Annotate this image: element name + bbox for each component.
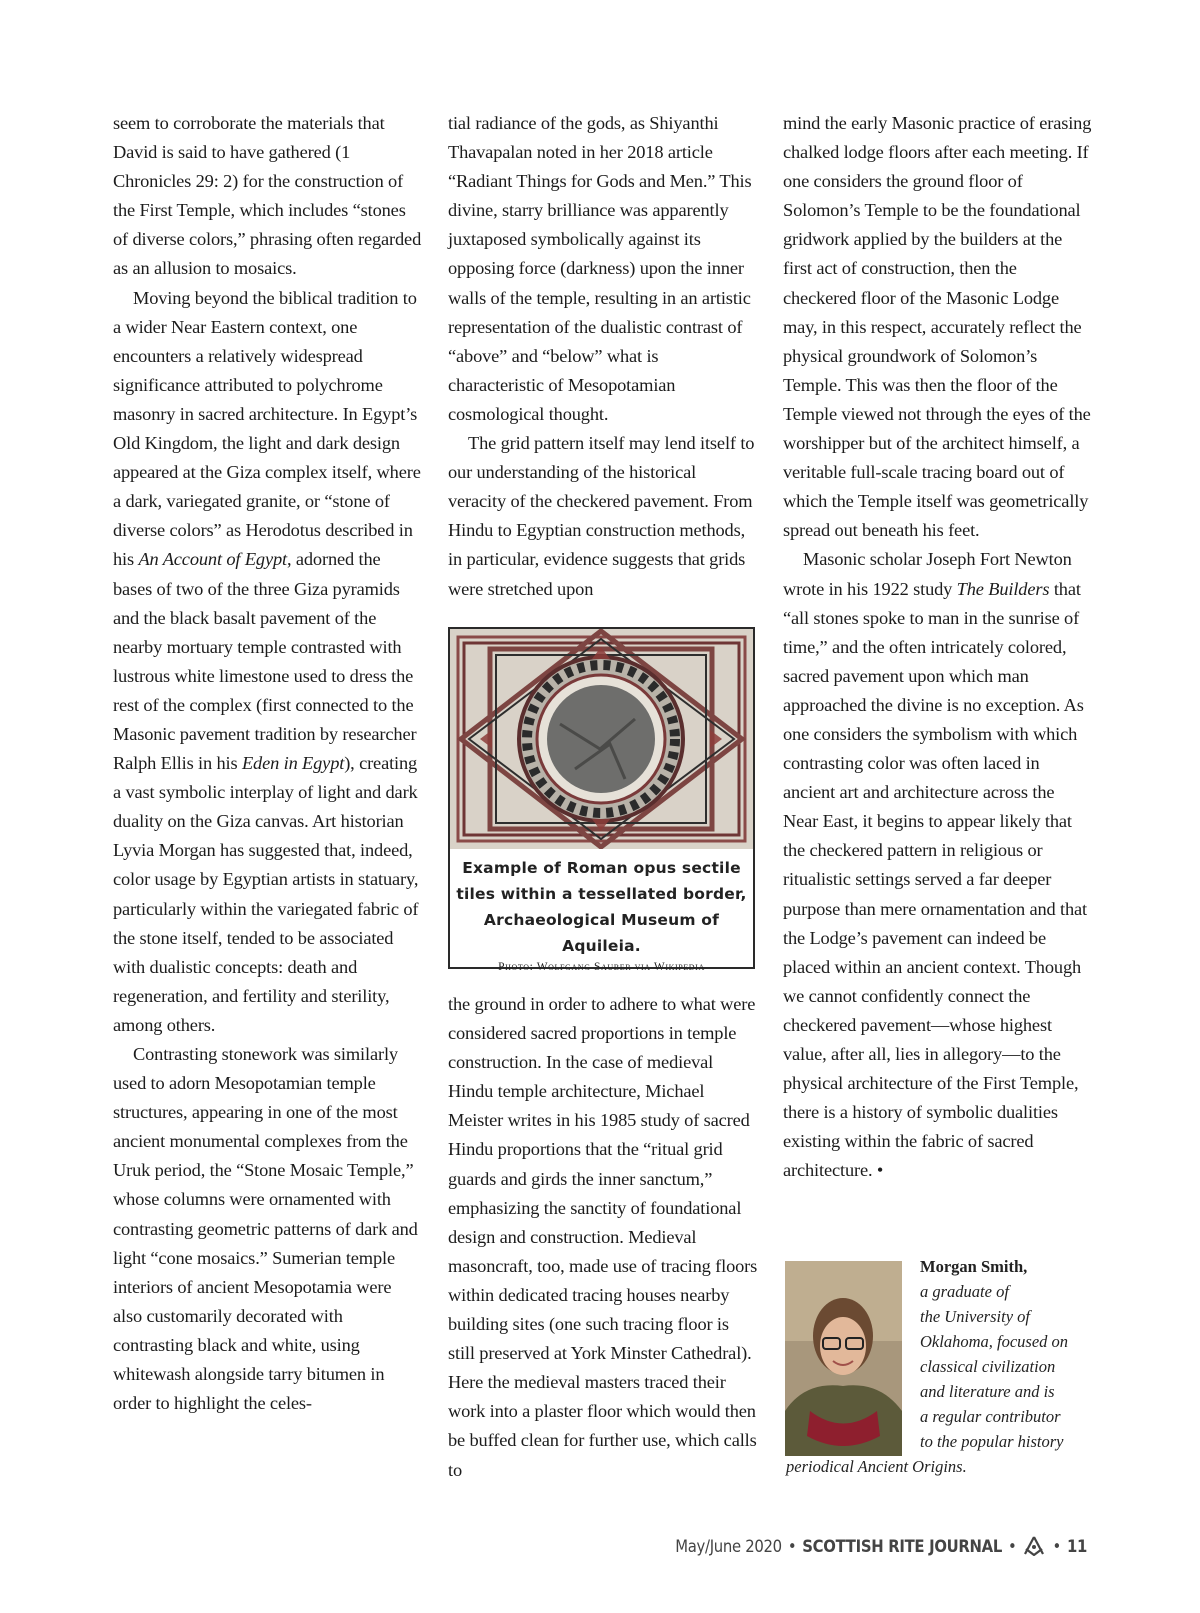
paragraph: The grid pattern itself may lend itself to our understanding of the historical veracity of the checkered pavement. From Hindu to Egyptian construction methods, in particular, evidence suggests that grids were stretched upon: [448, 433, 755, 599]
paragraph: [783, 545, 1093, 1185]
bio-line: a graduate of: [920, 1282, 1009, 1301]
paragraph: mind the early Masonic practice of erasing chalked lodge floors after each meeting. If one considers the ground floor of Solomon’s Temple to be the foundational gridwork applied by the builders at the first act of construction, then the checkered floor of the Masonic Lodge may, in this respect, accurately reflect the physical groundwork of Solomon’s Temple. This was then the floor of the Temple viewed not through the eyes of the worshipper but of the architect himself, a veritable full-scale tracing board out of which the Temple itself was geometrically spread out beneath his feet.: [783, 113, 1092, 541]
article-column-2-continued: [448, 990, 758, 1485]
caption-line: Archaeological Museum of Aquileia.: [483, 911, 720, 955]
paragraph: tial radiance of the gods, as Shiyanthi Thavapalan noted in her 2018 article “Radiant Things for Gods and Men.” This divine, starry brilliance was apparently juxtaposed symbolically against its opposing force (darkness) upon the inner walls of the temple, resulting in an artistic representation of the dualistic contrast of “above” and “below” what is characteristic of Mesopotamian cosmological thought.: [448, 113, 752, 424]
article-column-1: [113, 109, 423, 1418]
figure-caption: [450, 855, 753, 959]
caption-line: Example of Roman opus sectile: [462, 859, 741, 877]
text-run: Moving beyond the biblical tradition to a wider Near Eastern context, one encounters a relatively widespread significance attributed to polychrome masonry in sacred architecture. In Egypt’s Old Kingdom, the light and dark design appeared at the Giza complex itself, where a dark, variegated granite, or “stone of diverse colors” as Herodotus described in his: [113, 287, 421, 570]
text-run: ), creating a vast symbolic interplay of light and dark duality on the Giza canvas. Art historian Lyvia Morgan has suggested that, indeed, color usage by Egyptian artists in statuary, particularly within the variegated fabric of the stone itself, tended to be associated with dualistic concepts: death and regeneration, and fertility and sterility, among others.: [113, 753, 419, 1035]
article-column-2: [448, 109, 758, 604]
caption-line: tiles within a tessellated border,: [456, 885, 747, 903]
bio-line: a regular contributor: [920, 1407, 1061, 1426]
text-run: , adorned the bases of two of the three Giza pyramids and the black basalt pavement of the nearby mortuary temple contrasted with lustrous white limestone used to dress the rest of the complex (first connected to the Masonic pavement tradition by researcher Ralph Ellis in his: [113, 549, 417, 774]
issue-date: May/June 2020: [675, 1536, 782, 1556]
paragraph: the ground in order to adhere to what were considered sacred proportions in temple construction. In the case of medieval Hindu temple architecture, Michael Meister writes in his 1985 study of sacred Hindu proportions that the “ritual grid guards and girds the inner sanctum,” emphasizing the sanctity of foundational design and construction. Medieval masoncraft, too, made use of tracing floors within dedicated tracing houses nearby building sites (one such tracing floor is still preserved at York Minster Cathedral). Here the medieval masters traced their work into a plaster floor which would then be buffed clean for further use, which calls to: [448, 994, 758, 1480]
journal-title: SCOTTISH RITE JOURNAL: [802, 1536, 1002, 1556]
book-title: The Builders: [956, 578, 1050, 599]
page-number: 11: [1066, 1536, 1087, 1556]
bio-line: the University of: [920, 1307, 1030, 1326]
figure: [448, 627, 755, 973]
text-run: Masonic scholar Joseph Fort Newton wrote in his 1922 study: [783, 549, 1072, 599]
article-column-3: [783, 109, 1093, 1185]
text-run: that “all stones spoke to man in the sunrise of time,” and the often intricately colored, sacred pavement upon which man approached the divine is no exception. As one considers the symbolism with which contrasting color was often laced in ancient art and architecture across the Near East, it begins to appear likely that the checkered pattern in religious or ritualistic settings served a far deeper purpose than mere ornamentation and that the Lodge’s pavement can indeed be placed within an ancient context. Though we cannot confidently connect the checkered pavement—whose highest value, after all, lies in allegory—to the physical architecture of the First Temple, there is a history of symbolic dualities existing within the fabric of sacred architecture. •: [783, 578, 1087, 1181]
bio-line: periodical Ancient Origins.: [786, 1457, 967, 1476]
book-title: An Account of Egypt: [138, 549, 287, 570]
paragraph: [113, 284, 423, 1040]
separator: •: [1008, 1536, 1017, 1556]
paragraph: Contrasting stonework was similarly used to adorn Mesopotamian temple structures, appearing in one of the most ancient monumental complexes from the Uruk period, the “Stone Mosaic Temple,” whose columns were ornamented with contrasting geometric patterns of dark and light “cone mosaics.” Sumerian temple interiors of ancient Mesopotamia were also customarily decorated with contrasting black and white, using whitewash alongside tarry bitumen in order to highlight the celes-: [113, 1044, 418, 1414]
paragraph: seem to corroborate the materials that David is said to have gathered (1 Chronicles 29: 2) for the construction of the First Temple, which includes “stones of diverse colors,” phrasing often regarded as an allusion to mosaics.: [113, 113, 422, 279]
author-name: Morgan Smith,: [920, 1257, 1028, 1276]
separator: •: [1052, 1536, 1061, 1556]
book-title: Eden in Egypt: [241, 753, 345, 774]
mosaic-photo: [450, 629, 753, 849]
bio-line: to the popular history: [920, 1432, 1064, 1451]
page-footer: [675, 1536, 1087, 1556]
separator: •: [787, 1536, 797, 1556]
square-compass-icon: [1022, 1536, 1046, 1556]
bio-line: classical civilization: [920, 1357, 1056, 1376]
bio-line: Oklahoma, focused on: [920, 1332, 1069, 1351]
author-photo: [785, 1261, 902, 1456]
photo-credit: Photo: Wolfgang Sauber via Wikipedia: [498, 961, 705, 973]
author-bio: [920, 1254, 1100, 1454]
bio-line: and literature and is: [920, 1382, 1055, 1401]
